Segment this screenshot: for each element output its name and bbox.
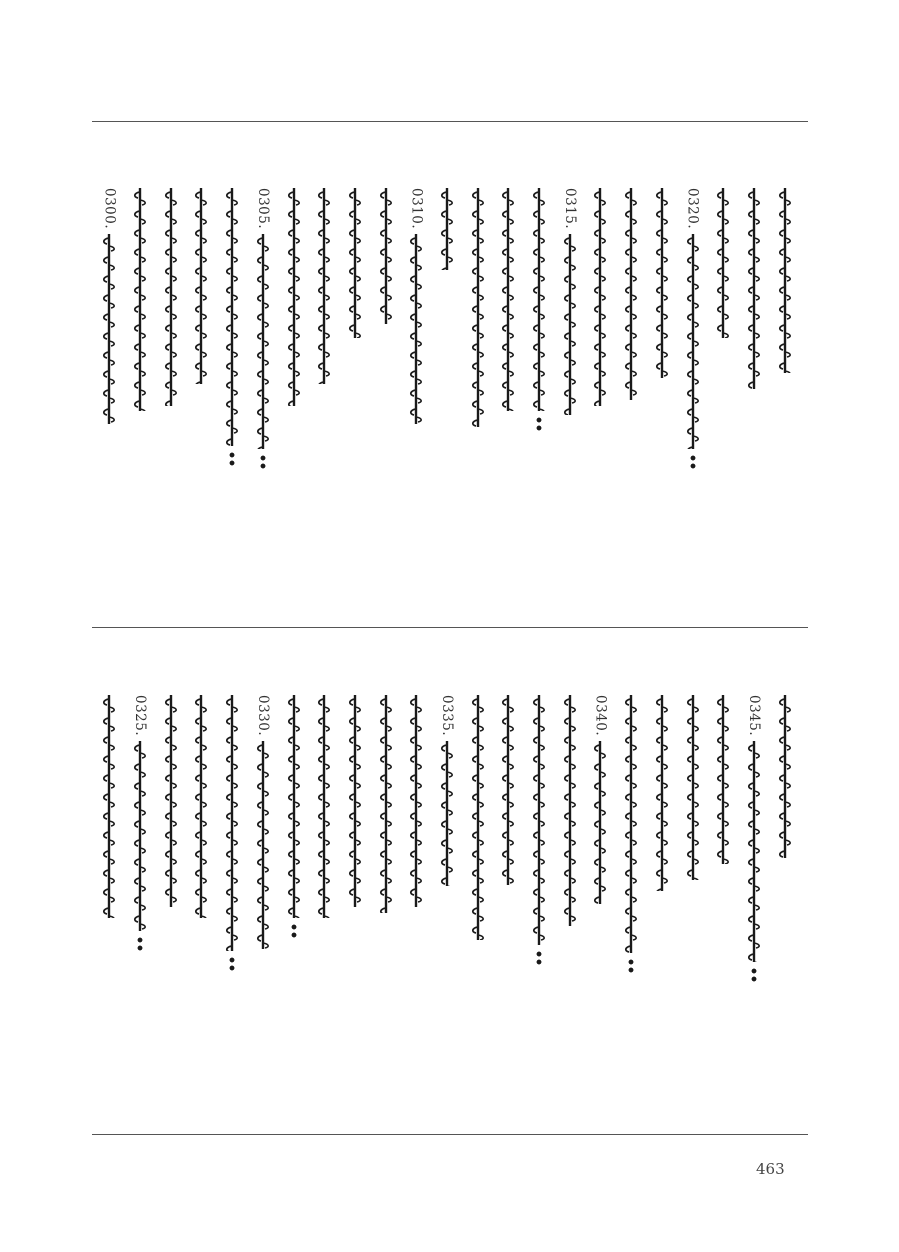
script-column xyxy=(586,695,614,967)
script-line xyxy=(651,695,673,891)
script-line xyxy=(497,188,519,411)
script-column xyxy=(126,188,154,460)
colon-mark xyxy=(536,951,542,965)
script-column xyxy=(157,188,185,460)
script-line xyxy=(283,188,305,406)
script-column xyxy=(249,695,277,967)
script-line xyxy=(743,741,765,962)
script-column xyxy=(126,695,154,967)
line-number: 0335. xyxy=(439,695,455,737)
colon-mark xyxy=(291,924,297,938)
colon-mark xyxy=(536,417,542,431)
script-line xyxy=(221,188,243,446)
script-column xyxy=(402,188,430,460)
script-column xyxy=(218,188,246,460)
colon-mark xyxy=(751,968,757,982)
script-column xyxy=(494,188,522,460)
script-line xyxy=(712,188,734,338)
script-column xyxy=(95,188,123,460)
script-column xyxy=(556,188,584,460)
bottom-rule xyxy=(92,1134,808,1135)
script-column xyxy=(187,188,215,460)
script-line xyxy=(589,188,611,406)
script-column xyxy=(740,695,768,967)
script-column xyxy=(617,695,645,967)
script-column xyxy=(341,695,369,967)
script-line xyxy=(375,695,397,913)
script-column xyxy=(280,695,308,967)
script-line xyxy=(160,188,182,406)
colon-mark xyxy=(137,937,143,951)
script-column xyxy=(586,188,614,460)
script-line xyxy=(160,695,182,907)
script-line xyxy=(313,695,335,918)
script-line xyxy=(467,188,489,427)
line-number: 0315. xyxy=(561,188,578,230)
script-line xyxy=(252,234,274,449)
script-column xyxy=(648,188,676,460)
script-line xyxy=(682,234,704,449)
script-line xyxy=(98,695,120,918)
script-column xyxy=(95,695,123,967)
script-column xyxy=(709,695,737,967)
script-line xyxy=(774,695,796,858)
script-column xyxy=(617,188,645,460)
script-column xyxy=(402,695,430,967)
script-column xyxy=(679,188,707,460)
script-column xyxy=(740,188,768,460)
upper-text-block xyxy=(94,188,800,460)
script-line xyxy=(467,695,489,940)
colon-mark xyxy=(628,959,634,973)
script-column xyxy=(372,188,400,460)
script-line xyxy=(344,695,366,907)
line-number: 0325. xyxy=(132,695,149,737)
script-line xyxy=(682,695,704,880)
line-number: 0300. xyxy=(101,188,118,230)
script-line xyxy=(283,695,305,918)
script-line xyxy=(620,188,642,400)
line-number: 0330. xyxy=(254,695,271,737)
lower-text-block xyxy=(94,695,800,967)
script-column xyxy=(771,188,799,460)
script-column xyxy=(310,695,338,967)
script-column xyxy=(310,188,338,460)
script-line xyxy=(436,741,458,886)
script-line xyxy=(528,695,550,945)
script-column xyxy=(280,188,308,460)
script-column xyxy=(341,188,369,460)
script-line xyxy=(129,741,151,931)
line-number: 0345. xyxy=(745,695,762,737)
script-line xyxy=(436,188,458,270)
script-column xyxy=(556,695,584,967)
script-column xyxy=(464,188,492,460)
script-line xyxy=(620,695,642,953)
line-number: 0305. xyxy=(254,188,271,230)
script-line xyxy=(651,188,673,378)
script-line xyxy=(98,234,120,424)
script-column xyxy=(372,695,400,967)
script-line xyxy=(405,695,427,907)
script-line xyxy=(497,695,519,885)
middle-rule xyxy=(92,627,808,628)
script-line xyxy=(129,188,151,411)
script-line xyxy=(743,188,765,389)
script-column xyxy=(525,188,553,460)
script-column xyxy=(771,695,799,967)
script-line xyxy=(344,188,366,338)
script-column xyxy=(187,695,215,967)
script-line xyxy=(774,188,796,373)
colon-mark xyxy=(229,452,235,466)
script-column xyxy=(433,188,461,460)
script-column xyxy=(494,695,522,967)
script-line xyxy=(589,741,611,904)
script-column xyxy=(648,695,676,967)
top-rule xyxy=(92,121,808,122)
script-line xyxy=(405,234,427,424)
colon-mark xyxy=(690,455,696,469)
script-line xyxy=(221,695,243,951)
line-number: 0320. xyxy=(684,188,701,230)
script-column xyxy=(433,695,461,967)
script-line xyxy=(190,695,212,918)
script-column xyxy=(464,695,492,967)
script-column xyxy=(249,188,277,460)
colon-mark xyxy=(229,957,235,971)
script-line xyxy=(375,188,397,324)
script-line xyxy=(313,188,335,384)
script-column xyxy=(709,188,737,460)
script-column xyxy=(157,695,185,967)
script-line xyxy=(528,188,550,411)
script-line xyxy=(559,695,581,926)
line-number: 0340. xyxy=(592,695,609,737)
script-line xyxy=(559,234,581,415)
script-line xyxy=(252,741,274,949)
script-line xyxy=(712,695,734,864)
page-number: 463 xyxy=(756,1160,785,1178)
colon-mark xyxy=(260,455,266,469)
script-line xyxy=(190,188,212,384)
script-column xyxy=(525,695,553,967)
script-column xyxy=(679,695,707,967)
script-column xyxy=(218,695,246,967)
line-number: 0310. xyxy=(408,188,425,230)
